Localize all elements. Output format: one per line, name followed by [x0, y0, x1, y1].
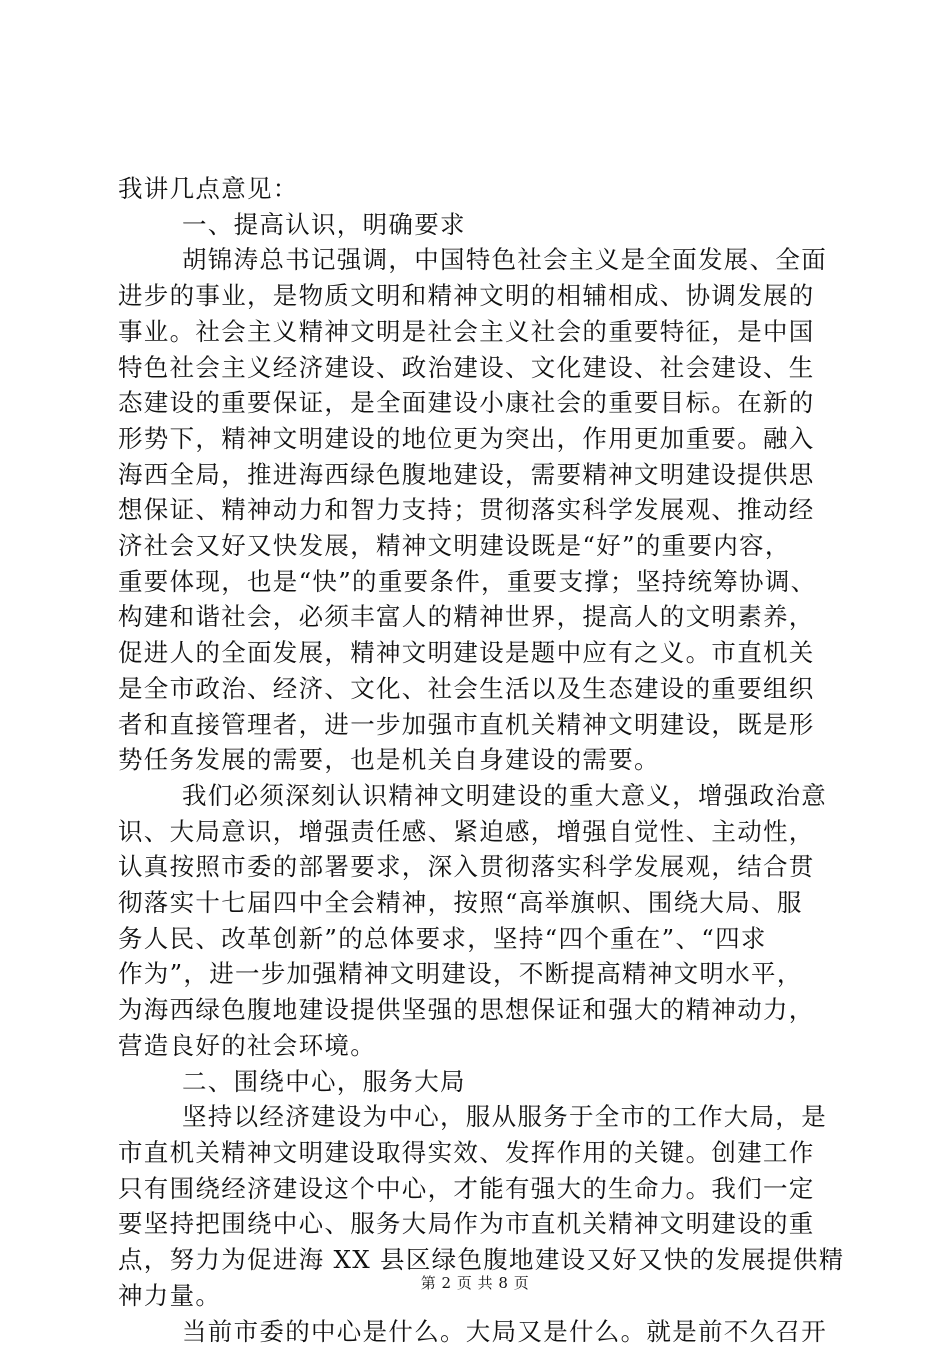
text-line: 只有围绕经济建设这个中心，才能有强大的生命力。我们一定	[118, 1171, 838, 1207]
text-line: 海西全局，推进海西绿色腹地建设，需要精神文明建设提供思	[118, 457, 838, 493]
text-line: 进步的事业，是物质文明和精神文明的相辅相成、协调发展的	[118, 278, 838, 314]
text-line: 务人民、改革创新”的总体要求，坚持“四个重在”、“四求	[118, 921, 838, 957]
text-line: 市直机关精神文明建设取得实效、发挥作用的关键。创建工作	[118, 1135, 838, 1171]
text-line: 特色社会主义经济建设、政治建设、文化建设、社会建设、生	[118, 350, 838, 386]
document-body	[118, 171, 838, 1349]
text-line: 为海西绿色腹地建设提供坚强的思想保证和强大的精神动力，	[118, 992, 838, 1028]
text-line: 想保证、精神动力和智力支持；贯彻落实科学发展观、推动经	[118, 492, 838, 528]
text-line: 构建和谐社会，必须丰富人的精神世界，提高人的文明素养，	[118, 599, 838, 635]
text-line: 济社会又好又快发展，精神文明建设既是“好”的重要内容，	[118, 528, 838, 564]
text-line: 事业。社会主义精神文明是社会主义社会的重要特征，是中国	[118, 314, 838, 350]
paragraph-first-line: 我们必须深刻认识精神文明建设的重大意义，增强政治意	[118, 778, 838, 814]
paragraph-first-line: 坚持以经济建设为中心，服从服务于全市的工作大局，是	[118, 1099, 838, 1135]
text-line: 营造良好的社会环境。	[118, 1028, 838, 1064]
text-line: 神力量。	[118, 1278, 838, 1314]
text-line: 促进人的全面发展，精神文明建设是题中应有之义。市直机关	[118, 635, 838, 671]
text-line: 者和直接管理者，进一步加强市直机关精神文明建设，既是形	[118, 707, 838, 743]
paragraph-first-line: 当前市委的中心是什么。大局又是什么。就是前不久召开	[118, 1314, 838, 1349]
text-line: 点，努力为促进海 XX 县区绿色腹地建设又好又快的发展提供精	[118, 1242, 838, 1278]
text-line: 态建设的重要保证，是全面建设小康社会的重要目标。在新的	[118, 385, 838, 421]
section-heading: 一、提高认识，明确要求	[118, 207, 838, 243]
text-line: 我讲几点意见：	[118, 171, 838, 207]
text-line: 作为”，进一步加强精神文明建设，不断提高精神文明水平，	[118, 956, 838, 992]
page-number-footer: 第 2 页 共 8 页	[0, 1272, 950, 1293]
paragraph-first-line: 胡锦涛总书记强调，中国特色社会主义是全面发展、全面	[118, 242, 838, 278]
text-line: 重要体现，也是“快”的重要条件，重要支撑；坚持统筹协调、	[118, 564, 838, 600]
text-line: 形势下，精神文明建设的地位更为突出，作用更加重要。融入	[118, 421, 838, 457]
text-line: 要坚持把围绕中心、服务大局作为市直机关精神文明建设的重	[118, 1206, 838, 1242]
text-line: 是全市政治、经济、文化、社会生活以及生态建设的重要组织	[118, 671, 838, 707]
section-heading: 二、围绕中心，服务大局	[118, 1064, 838, 1100]
text-line: 势任务发展的需要，也是机关自身建设的需要。	[118, 742, 838, 778]
text-line: 认真按照市委的部署要求，深入贯彻落实科学发展观，结合贯	[118, 849, 838, 885]
text-line: 彻落实十七届四中全会精神，按照“高举旗帜、围绕大局、服	[118, 885, 838, 921]
text-line: 识、大局意识，增强责任感、紧迫感，增强自觉性、主动性，	[118, 814, 838, 850]
